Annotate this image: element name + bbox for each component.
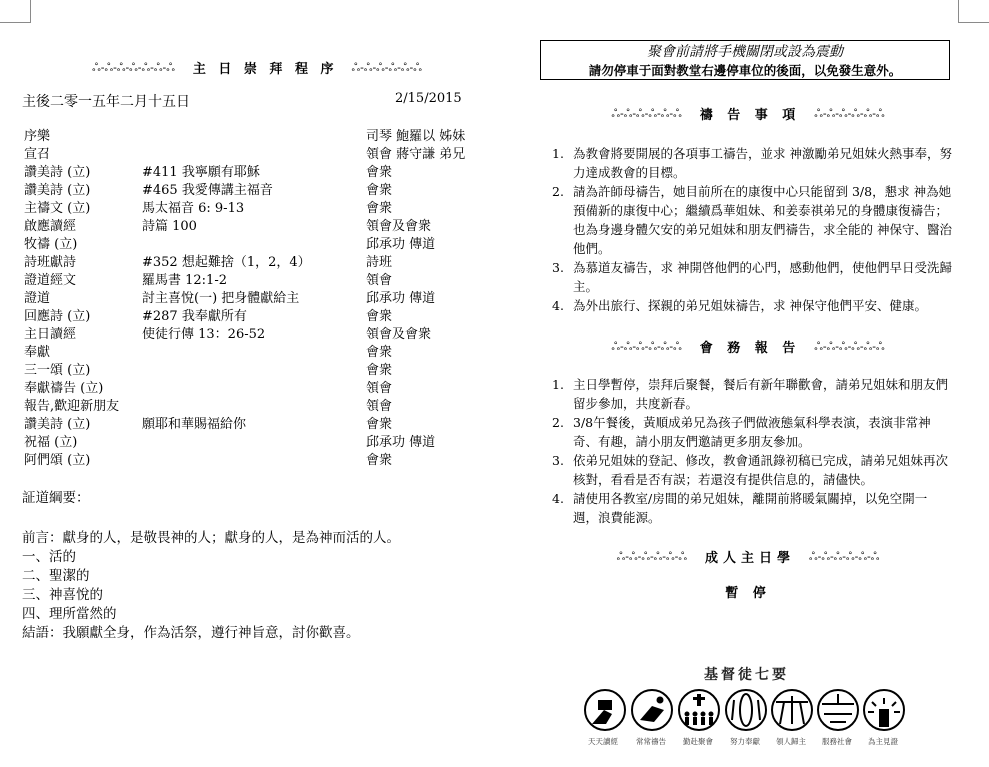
date-row xyxy=(22,91,492,109)
ornament: ஃ-ஃ-ஃ-ஃ-ஃ-ஃ xyxy=(814,340,885,353)
order-leader: 會衆 xyxy=(366,453,393,468)
order-item: 證道 xyxy=(24,291,51,306)
crop-mark xyxy=(30,0,31,23)
evangelism-icon xyxy=(776,696,808,724)
notice-phone: 聚會前請將手機關閉或設為震動 xyxy=(647,44,843,60)
adult-sunday-school-title-row xyxy=(532,547,964,566)
sermon-outline-title: 証道綱要： xyxy=(22,490,90,506)
order-content: #411 我寧願有耶穌 xyxy=(142,165,260,180)
order-row xyxy=(22,215,492,233)
order-row xyxy=(22,125,492,143)
report-item: 4. 請使用各教室/房間的弟兄姐妹，離開前將暖氣關掉，以免空開一週，浪費能源。 xyxy=(552,491,928,525)
order-leader: 詩班 xyxy=(366,255,393,270)
ornament: ஃ-ஃ-ஃ-ஃ-ஃ-ஃ xyxy=(351,61,422,74)
order-content: 羅馬書 12:1-2 xyxy=(142,273,227,288)
order-row xyxy=(22,287,492,305)
order-row xyxy=(22,161,492,179)
report-item: 3. 依弟兄姐妹的登記、修改，教會通訊錄初稿已完成，請弟兄姐妹再次核對，看看是否有誤；若還沒有提供信息的，請儘快。 xyxy=(552,453,949,487)
ornament: ஃ-ஃ-ஃ-ஃ-ஃ-ஃ xyxy=(814,107,885,120)
order-item: 啟應讀經 xyxy=(24,219,77,234)
bible-reading-icon xyxy=(592,700,612,724)
crop-mark xyxy=(0,22,30,23)
report-item: 2. 3/8午餐後，黃順成弟兄為孩子們做液態氣科學表演，表演非常神奇、有趣，請小朋友們邀請更多朋友參加。 xyxy=(552,415,931,449)
order-row xyxy=(22,431,492,449)
order-row xyxy=(22,395,492,413)
report-title: 會 務 報 告 xyxy=(699,341,801,356)
order-row xyxy=(22,377,492,395)
ornament: ஃ-ஃ-ஃ-ஃ-ஃ-ஃ xyxy=(611,340,682,353)
order-item: 奉獻 xyxy=(24,345,51,360)
order-leader: 邱承功 傳道 xyxy=(366,237,436,252)
ornament: ஃ-ஃ-ஃ-ஃ-ஃ-ஃ-ஃ xyxy=(92,61,175,74)
order-leader: 會衆 xyxy=(366,309,393,324)
crop-mark xyxy=(958,0,959,23)
order-item: 回應詩 (立) xyxy=(24,309,91,324)
order-row xyxy=(22,305,492,323)
order-row xyxy=(22,323,492,341)
order-leader: 領會及會衆 xyxy=(366,219,432,234)
order-item: 讚美詩 (立) xyxy=(24,165,91,180)
order-item: 祝福 (立) xyxy=(24,435,78,450)
prayer-title-row xyxy=(532,104,964,123)
order-leader: 會衆 xyxy=(366,345,393,360)
prayer-list xyxy=(532,144,964,315)
order-row xyxy=(22,341,492,359)
adult-sunday-school-title: 成人主日學 xyxy=(704,551,795,566)
offering-icon xyxy=(732,694,760,726)
order-leader: 會衆 xyxy=(366,201,393,216)
witness-icon xyxy=(868,698,900,726)
order-row xyxy=(22,179,492,197)
date-chinese: 主後二零一五年二月十五日 xyxy=(22,94,190,110)
order-leader: 領會 xyxy=(366,273,393,288)
order-content: 願耶和華賜福給你 xyxy=(142,417,247,432)
worship-order-list xyxy=(22,125,492,467)
order-content: 馬太福音 6: 9-13 xyxy=(142,201,245,216)
sermon-outline xyxy=(22,526,492,640)
order-row xyxy=(22,359,492,377)
order-row xyxy=(22,251,492,269)
order-item: 牧禱 (立) xyxy=(24,237,78,252)
outline-line: 一、活的 xyxy=(22,549,76,565)
order-leader: 會衆 xyxy=(366,417,393,432)
announcements-page xyxy=(532,40,964,601)
seven-essentials-logo xyxy=(584,664,916,754)
praying-icon xyxy=(640,697,664,723)
order-row xyxy=(22,197,492,215)
logo-caption: 努力奉獻 xyxy=(730,737,760,746)
outline-line: 二、聖潔的 xyxy=(22,568,90,584)
order-content: #465 我愛傳講主福音 xyxy=(142,183,273,198)
order-leader: 會衆 xyxy=(366,363,393,378)
logo-caption: 常常禱告 xyxy=(636,737,666,746)
logo-caption: 領人歸主 xyxy=(776,737,806,746)
order-item: 三一頌 (立) xyxy=(24,363,91,378)
worship-order-page xyxy=(22,58,492,640)
adult-sunday-school-status: 暫 停 xyxy=(725,586,771,601)
prayer-item: 4. 為外出旅行、探親的弟兄姐妹禱告，求 神保守他們平安、健康。 xyxy=(552,298,927,313)
report-list xyxy=(532,375,964,527)
report-title-row xyxy=(532,337,964,356)
order-item: 主日讀經 xyxy=(24,327,77,342)
order-content: 使徒行傳 13：26-52 xyxy=(142,327,266,342)
outline-line: 四、理所當然的 xyxy=(22,606,117,622)
order-item: 宣召 xyxy=(24,147,51,162)
order-item: 讚美詩 (立) xyxy=(24,417,91,432)
order-leader: 領會 xyxy=(366,381,393,396)
logo-caption: 服務社會 xyxy=(822,737,852,746)
ornament: ஃ-ஃ-ஃ-ஃ-ஃ-ஃ xyxy=(809,550,880,563)
ornament: ஃ-ஃ-ஃ-ஃ-ஃ-ஃ xyxy=(616,550,687,563)
logo-caption: 天天讀經 xyxy=(588,737,618,746)
worship-order-title: 主 日 崇 拜 程 序 xyxy=(192,62,338,77)
ornament: ஃ-ஃ-ஃ-ஃ-ஃ-ஃ xyxy=(611,107,682,120)
order-item: 序樂 xyxy=(24,129,51,144)
order-row xyxy=(22,449,492,467)
order-row xyxy=(22,143,492,161)
order-row xyxy=(22,269,492,287)
order-item: 詩班獻詩 xyxy=(24,255,77,270)
order-leader: 邱承功 傳道 xyxy=(366,291,436,306)
order-leader: 領會及會衆 xyxy=(366,327,432,342)
logo-caption: 勤赴聚會 xyxy=(683,737,713,746)
order-item: 報告,歡迎新朋友 xyxy=(24,399,120,414)
logo-caption: 為主見證 xyxy=(868,737,898,746)
order-content: #287 我奉獻所有 xyxy=(142,309,247,324)
service-icon xyxy=(822,694,854,722)
order-leader: 會衆 xyxy=(366,183,393,198)
prayer-item: 2. 請為許師母禱告，她目前所在的康復中心只能留到 3/8，懇求 神為她預備新的康復中心；繼續爲華姐妹、和姜泰祺弟兄的身體康復禱告；也為身邊身體欠安的弟兄姐妹和朋友們禱告，求全能的 神保守、醫治他們。 xyxy=(552,184,952,256)
notice-parking: 請勿停車于面對教堂右邊停車位的後面，以免發生意外。 xyxy=(588,63,902,78)
order-content: 討主喜悅(一) 把身體獻給主 xyxy=(142,291,300,306)
prayer-item: 3. 為慕道友禱告，求 神開啓他們的心門，感動他們，使他們早日受洗歸主。 xyxy=(552,260,952,294)
order-leader: 領會 xyxy=(366,399,393,414)
gathering-icon xyxy=(685,694,714,725)
order-row xyxy=(22,413,492,431)
order-content: #352 想起難捨（1，2，4） xyxy=(142,255,311,270)
order-item: 讚美詩 (立) xyxy=(24,183,91,198)
order-item: 主禱文 (立) xyxy=(24,201,91,216)
order-item: 阿們頌 (立) xyxy=(24,453,91,468)
order-leader: 司琴 鮑羅以 姊妹 xyxy=(366,129,466,144)
crop-mark xyxy=(958,22,989,23)
worship-order-title-row xyxy=(22,58,492,77)
order-leader: 領會 蔣守謙 弟兄 xyxy=(366,147,466,162)
outline-line: 前言：獻身的人，是敬畏神的人；獻身的人，是為神而活的人。 xyxy=(22,530,400,546)
order-leader: 邱承功 傳道 xyxy=(366,435,436,450)
prayer-item: 1. 為教會將要開展的各項事工禱告，並求 神激勵弟兄姐妹火熱事奉，努力達成教會的目標。 xyxy=(552,146,952,180)
date-numeric: 2/15/2015 xyxy=(395,91,462,106)
report-item: 1. 主日學暫停，崇拜后聚餐，餐后有新年聯歡會，請弟兄姐妹和朋友們留步參加，共度新春。 xyxy=(552,377,949,411)
outline-line: 三、神喜悅的 xyxy=(22,587,103,603)
order-item: 證道經文 xyxy=(24,273,77,288)
order-row xyxy=(22,233,492,251)
order-item: 奉獻禱告 (立) xyxy=(24,381,104,396)
order-content: 詩篇 100 xyxy=(142,219,197,234)
prayer-title: 禱 告 事 項 xyxy=(699,108,801,123)
logo-title: 基督徒七要 xyxy=(704,667,789,683)
order-leader: 會衆 xyxy=(366,165,393,180)
notice-box xyxy=(540,40,950,80)
outline-line: 結語：我願獻全身，作為活祭，遵行神旨意，討你歡喜。 xyxy=(22,625,360,641)
